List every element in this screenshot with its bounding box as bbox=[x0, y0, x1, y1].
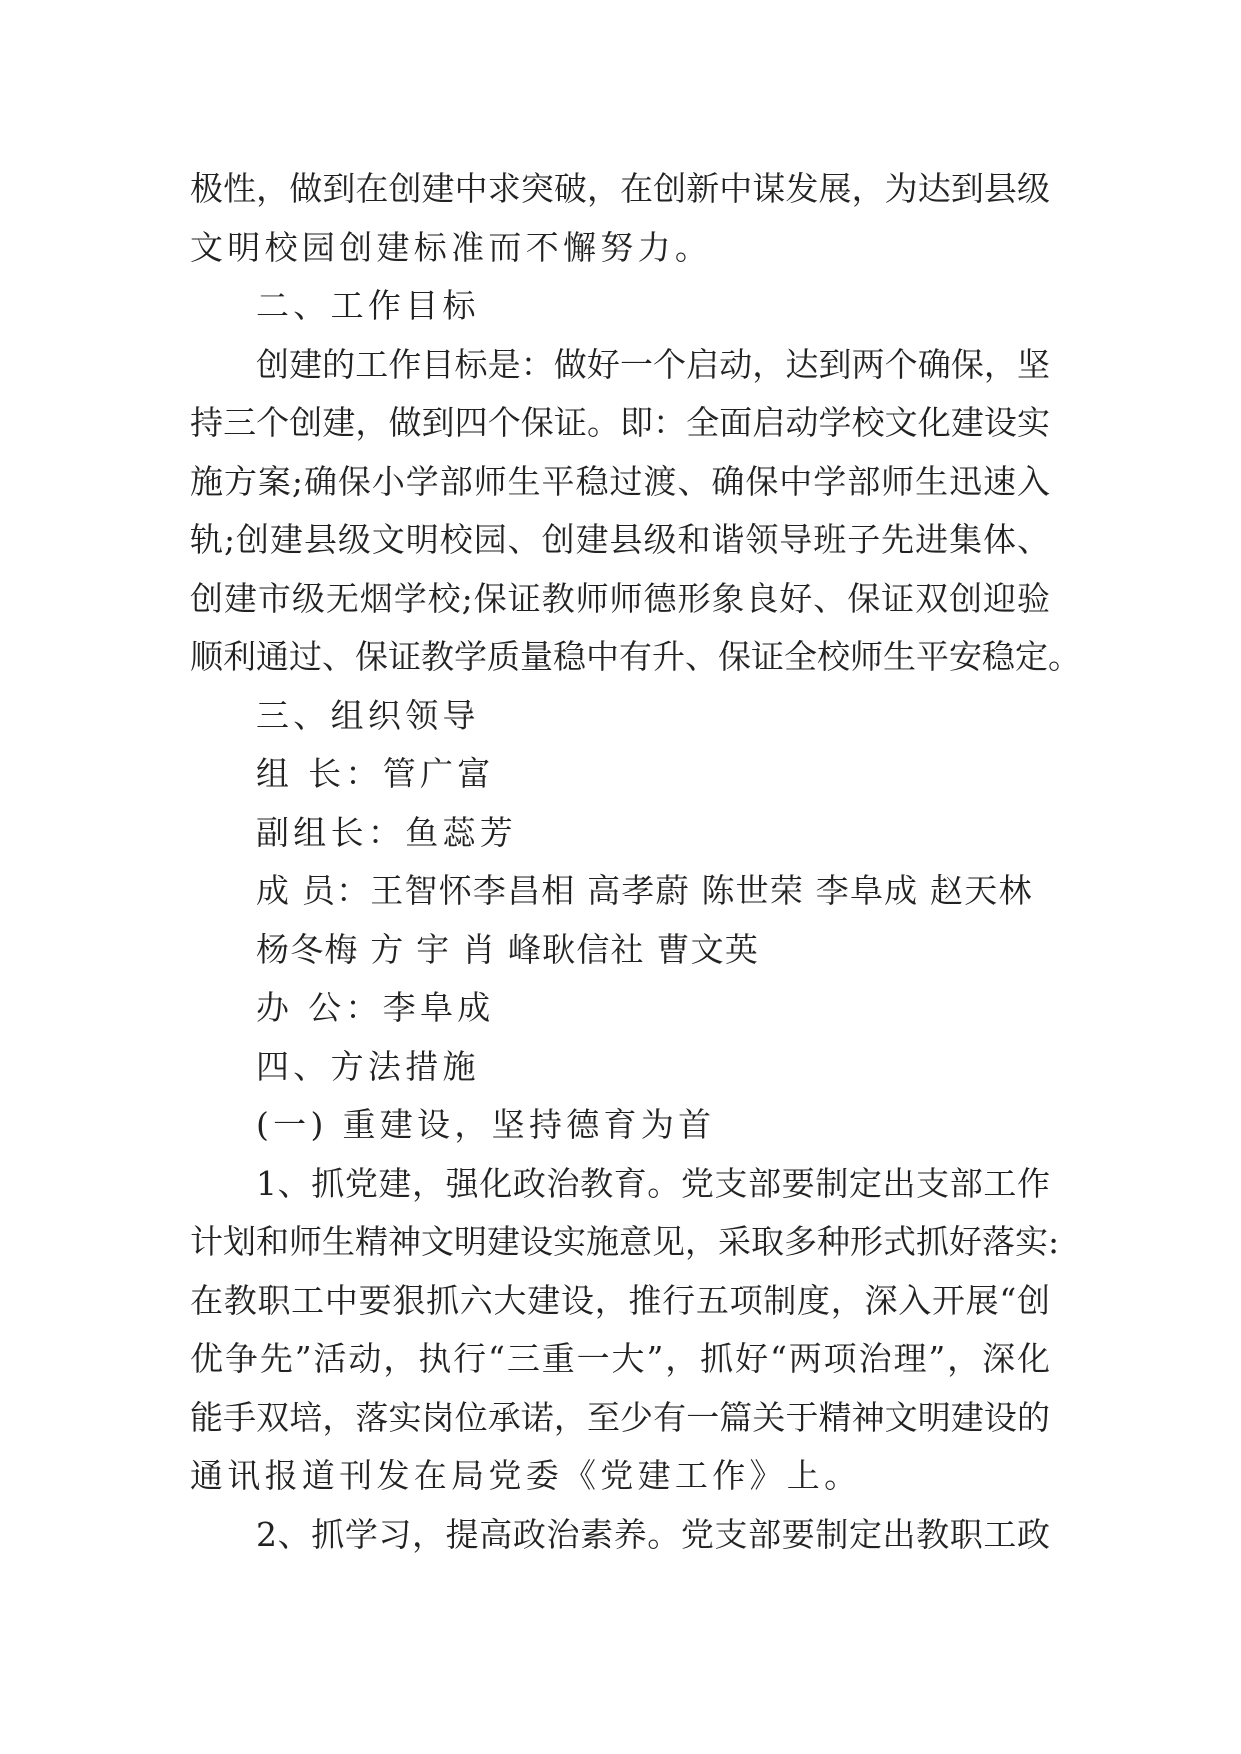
body-text bbox=[190, 160, 1081, 1564]
paragraph-line: 顺利通过、保证教学质量稳中有升、保证全校师生平安稳定。 bbox=[190, 637, 1081, 676]
deputy-leader-line: 副组长：鱼蕊芳 bbox=[256, 812, 518, 852]
members-line: 成 员：王智怀李昌相 高孝蔚 陈世荣 李阜成 赵天林 bbox=[256, 871, 1033, 910]
paragraph-line: 创建的工作目标是：做好一个启动，达到两个确保，坚 bbox=[256, 344, 1050, 384]
paragraph-line: 在教职工中要狠抓六大建设，推行五项制度，深入开展“创 bbox=[190, 1280, 1050, 1320]
paragraph-line: 创建市级无烟学校;保证教师师德形象良好、保证双创迎验 bbox=[190, 578, 1050, 618]
section-heading: 四、方法措施 bbox=[256, 1046, 480, 1086]
paragraph-line: 轨;创建县级文明校园、创建县级和谐领导班子先进集体、 bbox=[190, 520, 1050, 559]
section-heading: 三、组织领导 bbox=[256, 695, 480, 735]
paragraph-line: 通讯报道刊发在局党委《党建工作》上。 bbox=[190, 1456, 862, 1495]
subsection-heading: (一) 重建设，坚持德育为首 bbox=[256, 1105, 716, 1144]
paragraph-line: 极性，做到在创建中求突破，在创新中谋发展，为达到县级 bbox=[190, 169, 1050, 208]
leader-line: 组 长：管广富 bbox=[256, 754, 495, 793]
office-line: 办 公：李阜成 bbox=[256, 988, 495, 1027]
paragraph-line: 2、抓学习，提高政治素养。党支部要制定出教职工政 bbox=[256, 1514, 1050, 1554]
paragraph-line: 优争先”活动，执行“三重一大”，抓好“两项治理”，深化 bbox=[190, 1339, 1050, 1378]
paragraph-line: 文明校园创建标准而不懈努力。 bbox=[190, 227, 713, 267]
paragraph-line: 持三个创建，做到四个保证。即：全面启动学校文化建设实 bbox=[190, 403, 1050, 442]
section-heading: 二、工作目标 bbox=[256, 286, 480, 325]
paragraph-line: 能手双培，落实岗位承诺，至少有一篇关于精神文明建设的 bbox=[190, 1397, 1050, 1437]
paragraph-line: 1、抓党建，强化政治教育。党支部要制定出支部工作 bbox=[256, 1163, 1050, 1203]
members-line: 杨冬梅 方 宇 肖 峰耿信社 曹文英 bbox=[256, 929, 760, 969]
paragraph-line: 计划和师生精神文明建设实施意见，采取多种形式抓好落实: bbox=[190, 1222, 1060, 1261]
paragraph-line: 施方案;确保小学部师生平稳过渡、确保中学部师生迅速入 bbox=[190, 461, 1050, 501]
